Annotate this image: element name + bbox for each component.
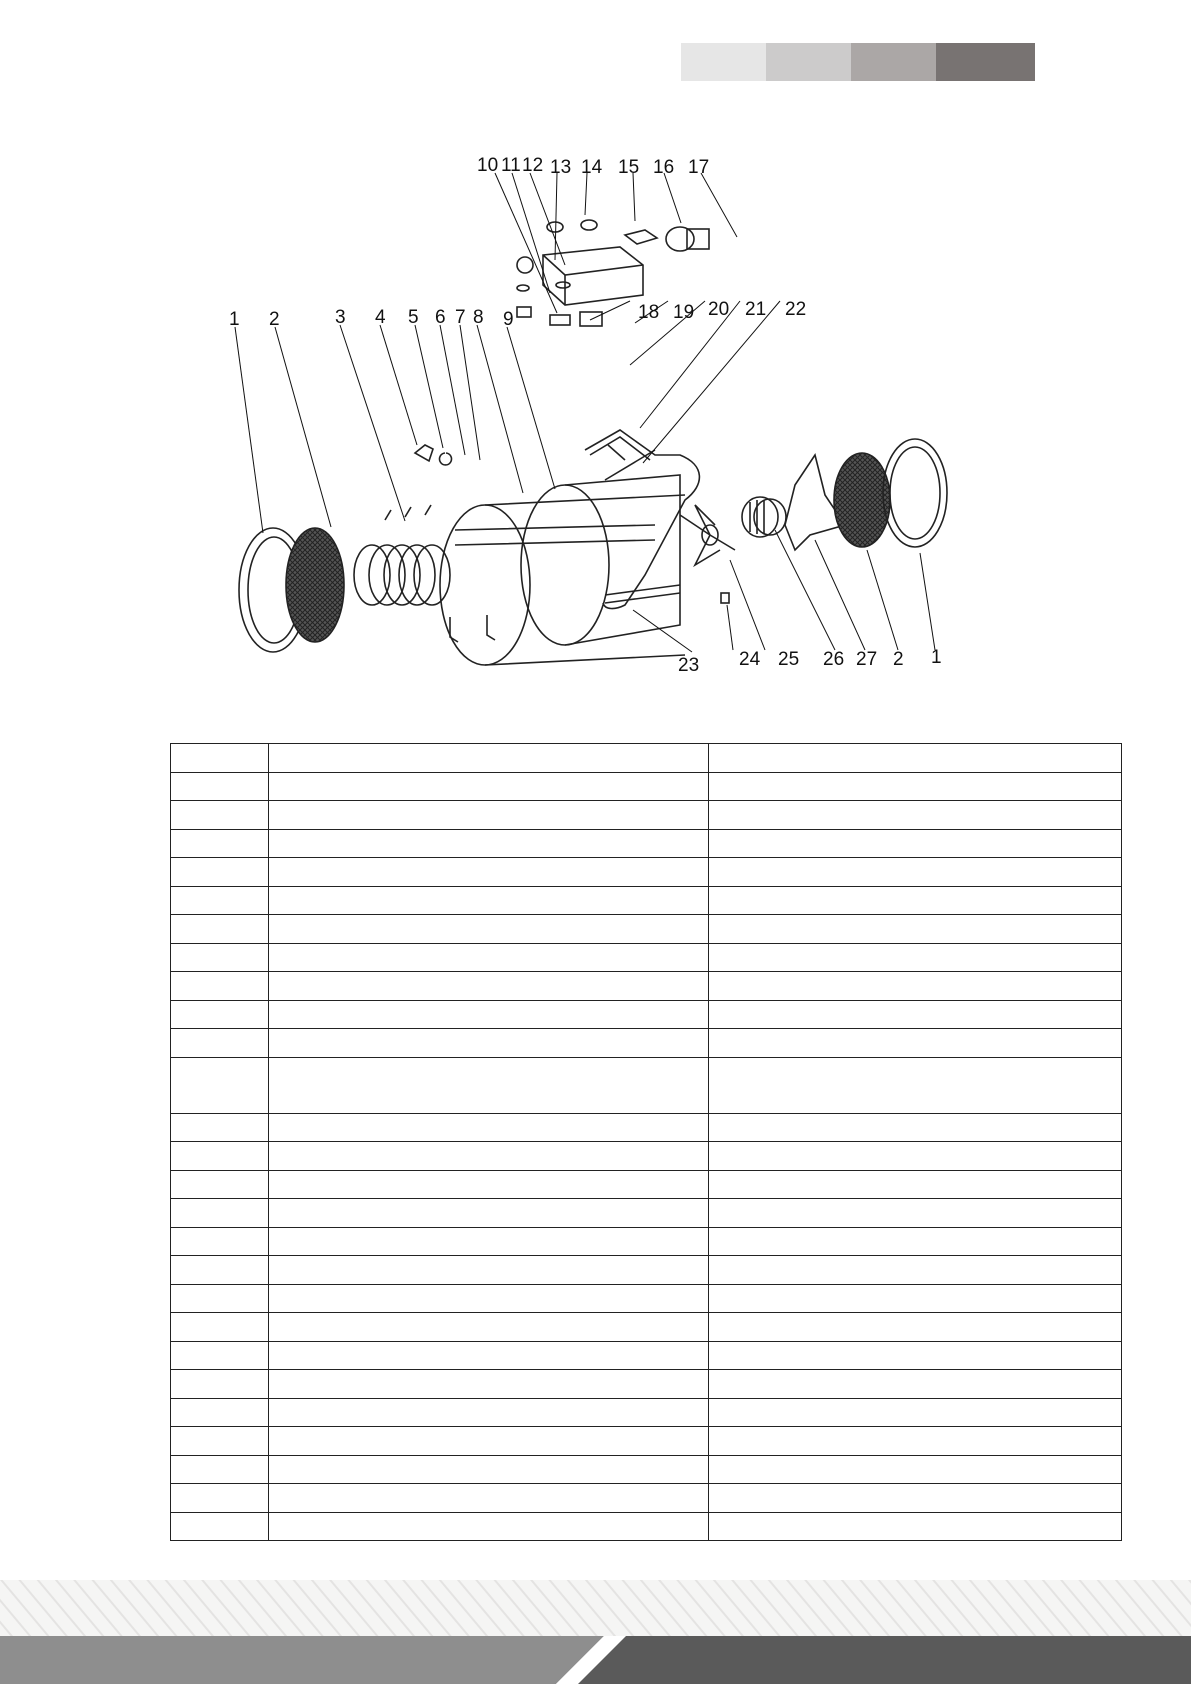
part-number-cell [171,1427,269,1456]
callout-label: 25 [778,649,800,670]
part-name-cell [269,1142,709,1171]
part-name-cell [269,1341,709,1370]
part-number-cell [171,1113,269,1142]
part-number-cell [171,1313,269,1342]
part-name-cell [269,1256,709,1285]
part-number-cell [171,1284,269,1313]
callout-label: 5 [408,307,419,328]
thermostat-housing [666,227,709,251]
part-spec-cell [709,1455,1122,1484]
part-spec-cell [709,1256,1122,1285]
footer-graphic [0,1580,1191,1684]
part-number-cell [171,1512,269,1541]
part-spec-cell [709,744,1122,773]
callout-label: 6 [435,307,446,328]
callout-label: 21 [745,299,767,320]
part-spec-cell [709,772,1122,801]
parts-table-row [171,886,1122,915]
part-name-cell [269,1427,709,1456]
part-number-cell [171,801,269,830]
part-spec-cell [709,1370,1122,1399]
part-number-cell [171,1370,269,1399]
parts-table-row [171,1170,1122,1199]
part-name-cell [269,1000,709,1029]
part-name-cell [269,1199,709,1228]
footer-hatch-strip [0,1580,1191,1636]
part-number-cell [171,1000,269,1029]
callout-label: 13 [550,157,572,178]
part-number-cell [171,1455,269,1484]
callout-label: 1 [931,647,942,668]
fan-motor [742,497,786,537]
part-spec-cell [709,1170,1122,1199]
rubber-foot [721,593,729,603]
parts-table-row [171,1427,1122,1456]
part-name-cell [269,1484,709,1513]
parts-table-row [171,829,1122,858]
exploded-parts-diagram [225,155,965,680]
cable-gland [517,257,533,273]
part-name-cell [269,1512,709,1541]
color-swatch-3 [851,43,936,81]
part-spec-cell [709,1142,1122,1171]
part-spec-cell [709,1313,1122,1342]
parts-list-table [170,743,1122,1541]
part-name-cell [269,1029,709,1058]
base-support-tube [605,585,680,603]
footer-band [0,1580,1191,1684]
part-name-cell [269,1284,709,1313]
part-spec-cell [709,801,1122,830]
part-spec-cell [709,915,1122,944]
callout-label: 8 [473,307,484,328]
parts-table-row [171,1029,1122,1058]
callout-label: 18 [638,302,660,323]
mounting-brackets [450,615,495,642]
part-number-cell [171,1199,269,1228]
exploded-view-drawing [225,155,965,680]
parts-table-row [171,972,1122,1001]
callout-label: 22 [785,299,807,320]
footer-light-band [0,1636,604,1684]
parts-table-row [171,744,1122,773]
switch-washer [517,285,529,291]
part-number-cell [171,1484,269,1513]
callout-label: 12 [522,155,544,176]
part-number-cell [171,886,269,915]
heating-element-coil [354,505,450,605]
part-number-cell [171,1029,269,1058]
callout-label: 11 [501,155,521,176]
part-spec-cell [709,1284,1122,1313]
control-knob-right [581,220,597,230]
parts-table-row [171,858,1122,887]
rear-guard-ring-inner [890,447,940,539]
rear-mesh-grille [834,453,890,547]
part-spec-cell [709,1057,1122,1113]
callout-label: 9 [503,309,514,330]
part-spec-cell [709,1512,1122,1541]
part-number-cell [171,829,269,858]
part-name-cell [269,744,709,773]
part-name-cell [269,1370,709,1399]
parts-table-row [171,943,1122,972]
callout-label: 7 [455,307,466,328]
rotary-switch [517,307,531,317]
part-number-cell [171,1227,269,1256]
part-name-cell [269,1057,709,1113]
parts-table-row [171,801,1122,830]
part-spec-cell [709,1029,1122,1058]
parts-table-row [171,1142,1122,1171]
part-name-cell [269,1113,709,1142]
part-name-cell [269,886,709,915]
part-name-cell [269,1455,709,1484]
inner-heating-cylinder [440,495,685,665]
part-number-cell [171,943,269,972]
parts-table-row [171,1284,1122,1313]
part-name-cell [269,1398,709,1427]
part-number-cell [171,972,269,1001]
power-cable-plug [625,230,657,244]
part-name-cell [269,1227,709,1256]
control-box [543,247,643,305]
part-number-cell [171,1256,269,1285]
callout-label: 26 [823,649,845,670]
callout-label: 19 [673,302,695,323]
part-number-cell [171,858,269,887]
parts-table-row [171,915,1122,944]
parts-table-row [171,1227,1122,1256]
part-number-cell [171,1341,269,1370]
callout-label: 16 [653,157,675,178]
terminal-block [550,315,570,325]
callout-label: 4 [375,307,386,328]
parts-table-row [171,1000,1122,1029]
part-name-cell [269,772,709,801]
parts-table-row [171,1313,1122,1342]
part-spec-cell [709,1199,1122,1228]
part-spec-cell [709,1427,1122,1456]
callout-label: 2 [893,649,904,670]
parts-table-row [171,1370,1122,1399]
part-number-cell [171,1170,269,1199]
parts-table-body [171,744,1122,1541]
fan-blade [680,505,735,565]
callout-label: 20 [708,299,730,320]
part-spec-cell [709,1398,1122,1427]
part-number-cell [171,915,269,944]
parts-table-row [171,1455,1122,1484]
part-name-cell [269,801,709,830]
color-swatch-2 [766,43,851,81]
parts-table-row [171,1113,1122,1142]
part-number-cell [171,1142,269,1171]
color-swatch-4 [936,43,1035,81]
part-spec-cell [709,1113,1122,1142]
callout-label: 1 [229,309,240,330]
part-number-cell [171,744,269,773]
front-mesh-grille [286,528,344,642]
knob-washer [556,282,570,288]
part-name-cell [269,943,709,972]
part-number-cell [171,1398,269,1427]
part-spec-cell [709,1000,1122,1029]
parts-table-row [171,1341,1122,1370]
footer-dark-band [578,1636,1191,1684]
parts-table-row [171,772,1122,801]
parts-table-row [171,1484,1122,1513]
callout-label: 24 [739,649,761,670]
callout-label: 17 [688,157,710,178]
parts-table-row [171,1057,1122,1113]
part-number-cell [171,772,269,801]
part-spec-cell [709,886,1122,915]
header-color-swatches [681,43,1035,81]
part-number-cell [171,1057,269,1113]
part-spec-cell [709,1484,1122,1513]
part-name-cell [269,858,709,887]
color-swatch-1 [681,43,766,81]
parts-table-row [171,1199,1122,1228]
part-spec-cell [709,858,1122,887]
part-name-cell [269,972,709,1001]
part-name-cell [269,1313,709,1342]
part-name-cell [269,915,709,944]
part-spec-cell [709,1227,1122,1256]
part-spec-cell [709,943,1122,972]
callout-label: 10 [477,155,499,176]
callout-label: 27 [856,649,878,670]
callout-label: 3 [335,307,346,328]
thermostat-bracket [415,445,452,465]
callout-label: 2 [269,309,280,330]
rear-guard-ring [883,439,947,547]
outer-housing-shell [521,450,680,645]
parts-table-row [171,1256,1122,1285]
part-spec-cell [709,829,1122,858]
callout-label: 23 [678,655,700,676]
part-name-cell [269,1170,709,1199]
callout-label: 15 [618,157,640,178]
parts-table-row [171,1398,1122,1427]
part-spec-cell [709,1341,1122,1370]
parts-table-row [171,1512,1122,1541]
part-spec-cell [709,972,1122,1001]
callout-label: 14 [581,157,603,178]
part-name-cell [269,829,709,858]
